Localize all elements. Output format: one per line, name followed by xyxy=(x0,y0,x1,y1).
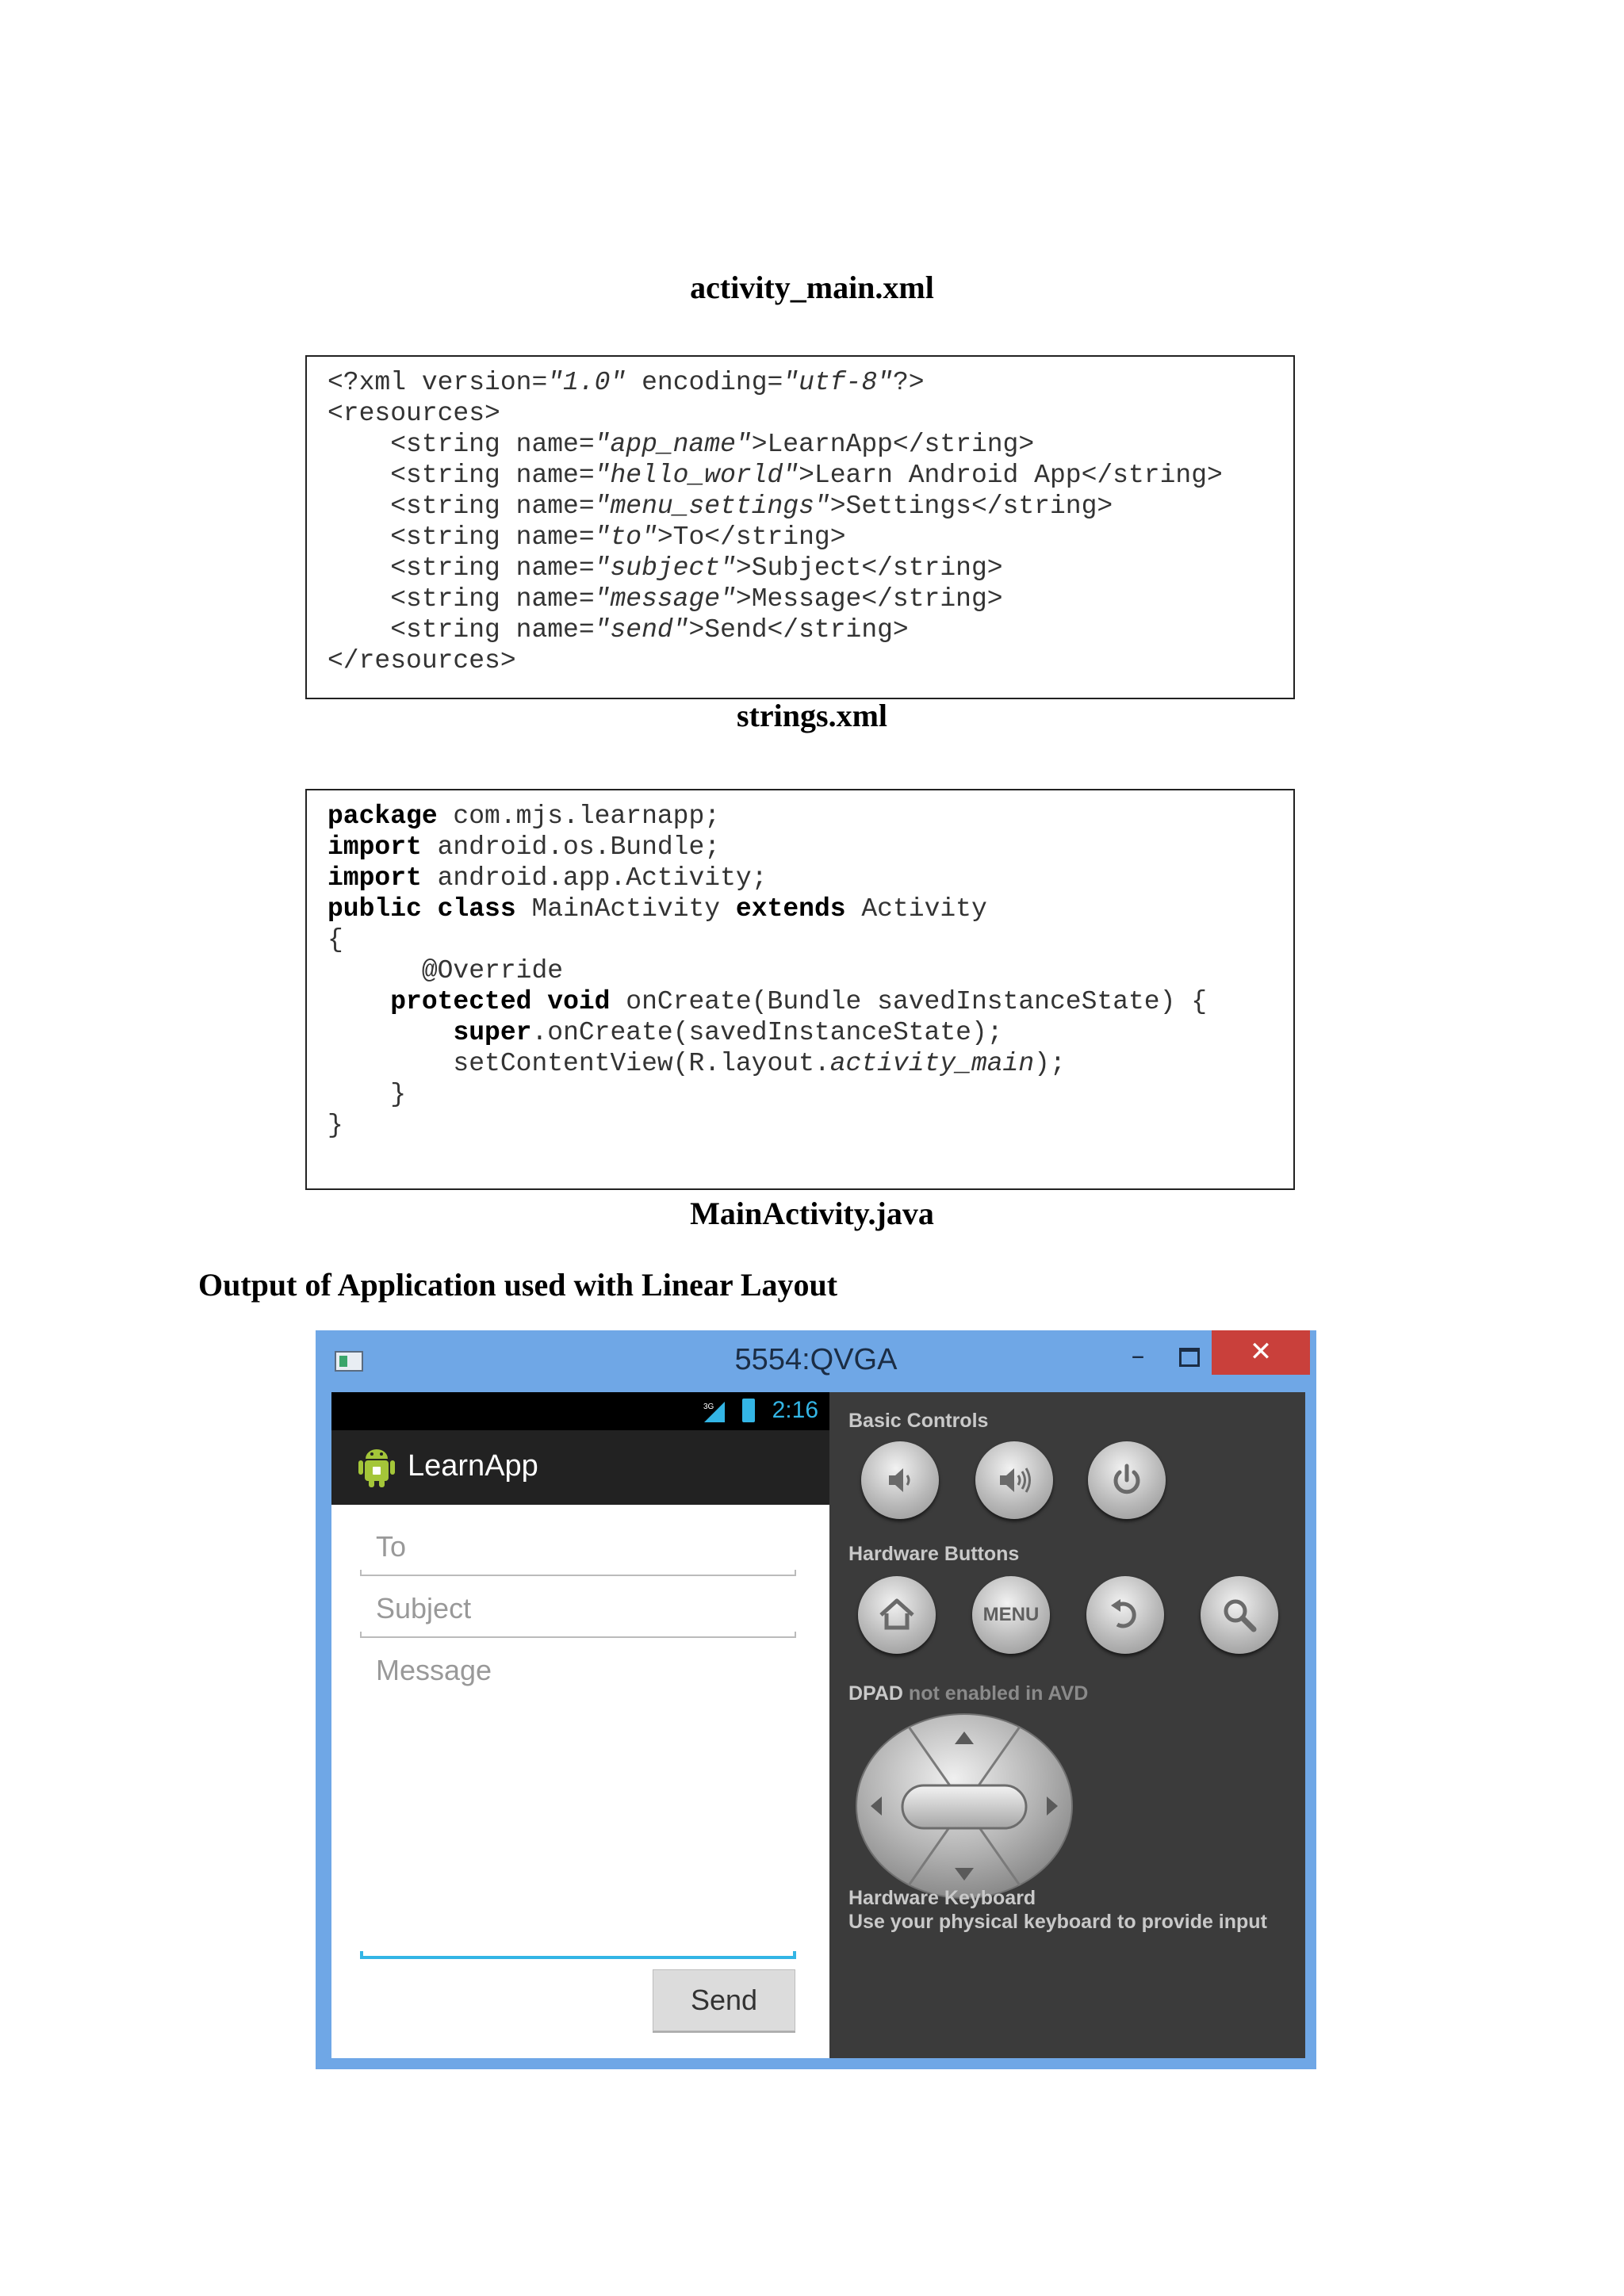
to-placeholder: To xyxy=(376,1530,407,1563)
code-token: <string name= xyxy=(327,615,595,645)
hardware-buttons-label: Hardware Buttons xyxy=(848,1543,1020,1565)
code-token xyxy=(531,987,547,1016)
code-token: ); xyxy=(1034,1049,1066,1078)
code-token: .onCreate(savedInstanceState); xyxy=(531,1018,1003,1047)
emulator-controls-panel xyxy=(829,1392,1305,2058)
code-token: ?> xyxy=(892,368,925,397)
code-token: package xyxy=(327,802,438,831)
code-token: super xyxy=(453,1018,532,1047)
back-button[interactable] xyxy=(1086,1576,1164,1654)
close-icon[interactable]: ✕ xyxy=(1212,1330,1310,1375)
code-token: MainActivity xyxy=(515,894,736,924)
code-token: } xyxy=(327,1080,407,1109)
code-line xyxy=(327,429,1293,460)
output-section-heading: Output of Application used with Linear Layout xyxy=(198,1267,838,1303)
code-token: >Send</string> xyxy=(688,615,909,645)
volume-down-icon xyxy=(878,1458,922,1502)
code-token: android.os.Bundle; xyxy=(421,832,721,862)
code-token: >Learn Android App</string> xyxy=(799,461,1223,490)
code-token: "hello_world" xyxy=(594,461,799,490)
action-bar xyxy=(331,1430,829,1505)
power-button[interactable] xyxy=(1088,1441,1166,1519)
code-line xyxy=(327,894,1293,924)
code-line xyxy=(327,1079,1293,1110)
back-icon xyxy=(1103,1593,1147,1637)
java-file-heading: MainActivity.java xyxy=(690,1196,934,1231)
code-line xyxy=(327,614,1293,645)
code-token: >To</string> xyxy=(657,522,846,552)
code-line xyxy=(327,1048,1293,1079)
code-token: void xyxy=(547,987,611,1016)
minimize-icon[interactable]: – xyxy=(1131,1340,1145,1372)
code-token: >Settings</string> xyxy=(829,492,1113,521)
code-token: "to" xyxy=(594,522,657,552)
code-token: <string name= xyxy=(327,553,595,583)
volume-up-button[interactable] xyxy=(975,1441,1053,1519)
maximize-icon[interactable] xyxy=(1168,1340,1208,1372)
home-icon xyxy=(875,1593,919,1637)
code-line xyxy=(327,491,1293,522)
code-token: <string name= xyxy=(327,522,595,552)
emulator-titlebar[interactable] xyxy=(316,1330,1316,1392)
code-token: "send" xyxy=(594,615,689,645)
code-token: import xyxy=(327,863,422,893)
app-title: LearnApp xyxy=(408,1449,538,1483)
android-app-icon xyxy=(358,1446,395,1489)
code-token: } xyxy=(327,1111,343,1140)
device-screen xyxy=(331,1392,829,2058)
java-code-box xyxy=(305,789,1295,1190)
code-token: protected xyxy=(390,987,532,1016)
emulator-window-title: 5554:QVGA xyxy=(734,1343,898,1376)
basic-controls-label: Basic Controls xyxy=(848,1410,989,1432)
layout-file-heading: activity_main.xml xyxy=(690,270,934,305)
message-placeholder: Message xyxy=(376,1654,492,1686)
svg-text:3G: 3G xyxy=(703,1402,714,1411)
search-button[interactable] xyxy=(1201,1576,1278,1654)
dpad-label-strong: DPAD xyxy=(848,1682,903,1705)
code-token: extends xyxy=(735,894,846,924)
code-token xyxy=(422,894,438,924)
code-token: "app_name" xyxy=(594,430,752,459)
code-token: >Message</string> xyxy=(735,584,1003,614)
menu-button[interactable] xyxy=(972,1576,1050,1654)
code-line xyxy=(327,1017,1293,1048)
hardware-keyboard-hint: Use your physical keyboard to provide input xyxy=(848,1911,1267,1933)
code-token: Activity xyxy=(845,894,987,924)
code-token xyxy=(327,1018,453,1047)
signal-icon xyxy=(703,1400,726,1424)
code-line xyxy=(327,863,1293,894)
hardware-keyboard-label: Hardware Keyboard xyxy=(848,1887,1036,1909)
strings-xml-code-box xyxy=(305,355,1295,699)
volume-up-icon xyxy=(992,1458,1036,1502)
code-token: activity_main xyxy=(829,1049,1035,1078)
search-icon xyxy=(1217,1593,1262,1637)
code-token: <string name= xyxy=(327,584,595,614)
code-line xyxy=(327,986,1293,1017)
home-button[interactable] xyxy=(858,1576,936,1654)
java-code xyxy=(307,790,1293,1141)
code-token: "subject" xyxy=(594,553,736,583)
dpad-control[interactable] xyxy=(853,1711,1075,1901)
dpad-label xyxy=(848,1682,1088,1705)
to-input[interactable] xyxy=(360,1524,796,1576)
code-line xyxy=(327,584,1293,614)
code-token: <string name= xyxy=(327,430,595,459)
code-token: encoding= xyxy=(626,368,783,397)
code-token: "1.0" xyxy=(547,368,626,397)
code-line xyxy=(327,522,1293,553)
code-line xyxy=(327,832,1293,863)
code-line xyxy=(327,398,1293,429)
status-bar xyxy=(331,1392,829,1430)
power-icon xyxy=(1105,1458,1149,1502)
code-token: setContentView(R.layout. xyxy=(327,1049,830,1078)
menu-button-label: MENU xyxy=(982,1604,1040,1625)
code-line xyxy=(327,460,1293,491)
code-line xyxy=(327,924,1293,955)
code-line xyxy=(327,1110,1293,1141)
subject-placeholder: Subject xyxy=(376,1592,472,1624)
code-line xyxy=(327,553,1293,584)
code-token xyxy=(327,987,390,1016)
code-token: { xyxy=(327,925,343,955)
status-time: 2:16 xyxy=(772,1397,818,1423)
message-input[interactable] xyxy=(360,1647,796,1949)
code-token: @Override xyxy=(327,956,564,985)
code-token: com.mjs.learnapp; xyxy=(437,802,721,831)
subject-input[interactable] xyxy=(360,1586,796,1638)
message-input-underline xyxy=(360,1956,796,1959)
code-token: >LearnApp</string> xyxy=(751,430,1035,459)
code-token: import xyxy=(327,832,422,862)
code-line xyxy=(327,801,1293,832)
code-token: android.app.Activity; xyxy=(421,863,768,893)
code-line xyxy=(327,367,1293,398)
code-token: </resources> xyxy=(327,646,516,675)
code-token: "message" xyxy=(594,584,736,614)
code-token: <string name= xyxy=(327,461,595,490)
code-token: "menu_settings" xyxy=(594,492,830,521)
code-token: public xyxy=(327,894,422,924)
strings-file-heading: strings.xml xyxy=(737,698,887,733)
battery-icon xyxy=(742,1399,755,1422)
code-line xyxy=(327,955,1293,986)
code-token: <resources> xyxy=(327,399,500,428)
emulator-window xyxy=(316,1330,1316,2069)
code-token: onCreate(Bundle savedInstanceState) { xyxy=(610,987,1208,1016)
code-token: class xyxy=(437,894,516,924)
dpad-label-dim: not enabled in AVD xyxy=(902,1682,1089,1705)
code-token: >Subject</string> xyxy=(735,553,1003,583)
volume-down-button[interactable] xyxy=(861,1441,939,1519)
code-token: "utf-8" xyxy=(783,368,893,397)
strings-xml-code xyxy=(307,357,1293,676)
code-token: <?xml version= xyxy=(327,368,548,397)
send-button[interactable]: Send xyxy=(653,1969,795,2031)
code-token: <string name= xyxy=(327,492,595,521)
code-line xyxy=(327,645,1293,676)
